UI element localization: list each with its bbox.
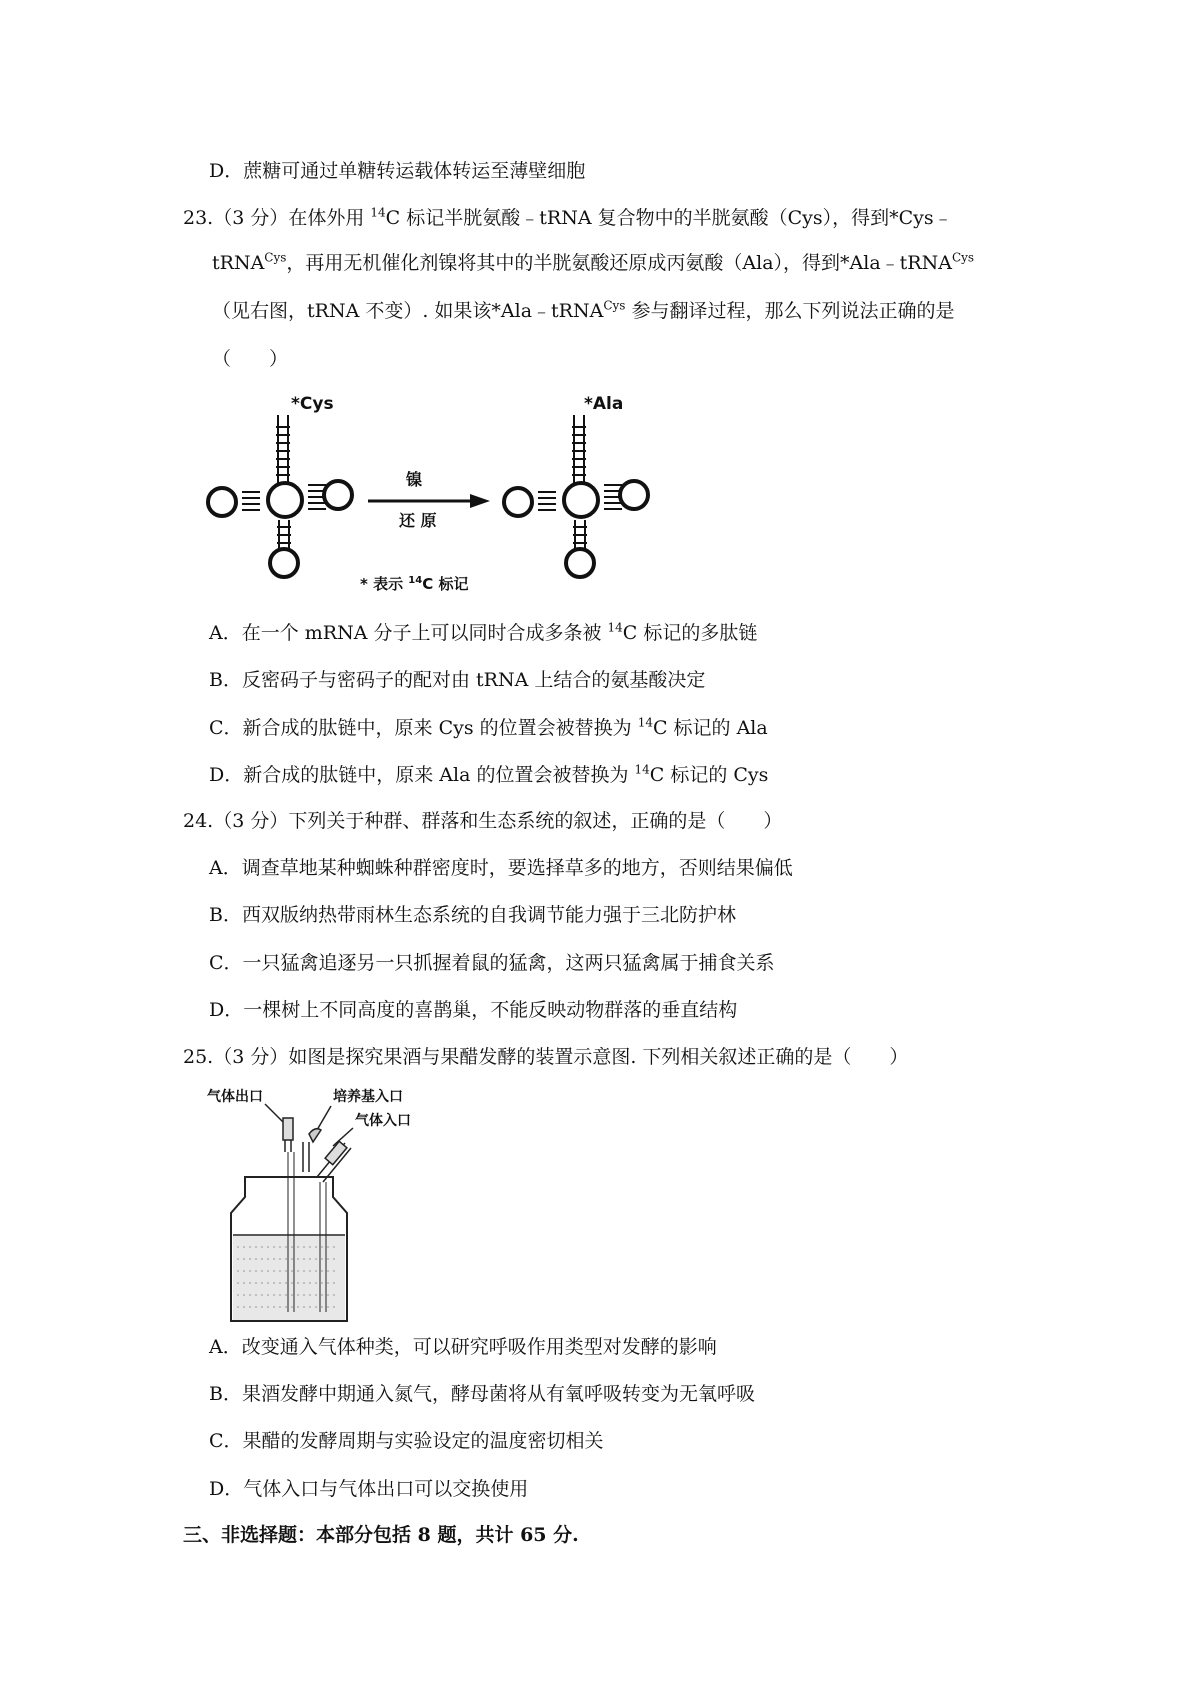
superscript: 14 xyxy=(637,715,653,730)
superscript: 14 xyxy=(607,620,623,635)
text: A．在一个 mRNA 分子上可以同时合成多条被 xyxy=(209,622,608,644)
reaction-arrow xyxy=(368,470,490,530)
text: C 标记的 Cys xyxy=(649,764,769,786)
q23-stem-line1 xyxy=(183,205,953,231)
trna-cys-diagram xyxy=(208,394,352,577)
trna-ala-diagram xyxy=(504,394,648,577)
superscript: 14 xyxy=(634,762,650,777)
text: tRNA xyxy=(212,252,265,274)
text: 参与翻译过程，那么下列说法正确的是 xyxy=(625,300,955,322)
q23-option-c xyxy=(209,715,768,741)
q23-option-b: B．反密码子与密码子的配对由 tRNA 上结合的氨基酸决定 xyxy=(209,669,706,691)
q24-option-d: D．一棵树上不同高度的喜鹊巢，不能反映动物群落的垂直结构 xyxy=(209,999,738,1021)
liquid-medium xyxy=(233,1236,345,1320)
q23-option-a xyxy=(209,620,757,646)
q25-option-c: C．果醋的发酵周期与实验设定的温度密切相关 xyxy=(209,1430,604,1452)
gas-inlet-label: 气体入口 xyxy=(355,1113,411,1129)
superscript: Cys xyxy=(264,250,287,265)
text: C 标记的 Ala xyxy=(652,717,768,739)
q25-option-d: D．气体入口与气体出口可以交换使用 xyxy=(209,1478,529,1500)
superscript: Cys xyxy=(603,298,626,313)
figure-caption: * 表示 $^{14}$C 标记 xyxy=(360,575,469,593)
text: C 标记半胱氨酸﹣tRNA 复合物中的半胱氨酸（Cys），得到*Cys﹣ xyxy=(385,207,953,229)
q22-option-d: D．蔗糖可通过单糖转运载体转运至薄壁细胞 xyxy=(209,160,586,182)
fermentation-apparatus-figure xyxy=(205,1082,465,1327)
q25-option-b: B．果酒发酵中期通入氮气，酵母菌将从有氧呼吸转变为无氧呼吸 xyxy=(209,1383,755,1405)
text: C．新合成的肽链中，原来 Cys 的位置会被替换为 xyxy=(209,717,638,739)
q25-stem: 25.（3 分）如图是探究果酒与果醋发酵的装置示意图. 下列相关叙述正确的是（ ） xyxy=(183,1046,909,1068)
q24-option-b: B．西双版纳热带雨林生态系统的自我调节能力强于三北防护林 xyxy=(209,904,736,926)
arrow-label-nickel: 镍 xyxy=(406,470,423,489)
q23-answer-blank: （ ） xyxy=(212,348,289,370)
ala-label: *Ala xyxy=(584,394,624,414)
trna-reduction-figure xyxy=(200,385,720,600)
q24-option-c: C．一只猛禽追逐另一只抓握着鼠的猛禽，这两只猛禽属于捕食关系 xyxy=(209,952,775,974)
arrow-label-reduction: 还 原 xyxy=(399,511,437,530)
q24-stem: 24.（3 分）下列关于种群、群落和生态系统的叙述，正确的是（ ） xyxy=(183,810,783,832)
q23-stem-line3 xyxy=(212,298,955,324)
q25-option-a: A．改变通入气体种类，可以研究呼吸作用类型对发酵的影响 xyxy=(209,1336,717,1358)
section-3-heading: 三、非选择题：本部分包括 8 题，共计 65 分. xyxy=(183,1524,579,1546)
q23-stem-line2 xyxy=(212,250,974,276)
cys-label: *Cys xyxy=(291,394,334,414)
q24-option-a: A．调查草地某种蜘蛛种群密度时，要选择草多的地方，否则结果偏低 xyxy=(209,857,793,879)
text: 23.（3 分）在体外用 xyxy=(183,207,371,229)
superscript: Cys xyxy=(951,250,975,265)
gas-outlet-label: 气体出口 xyxy=(207,1089,263,1105)
text: （见右图，tRNA 不变）. 如果该*Ala﹣tRNA xyxy=(212,300,604,322)
medium-inlet-label: 培养基入口 xyxy=(333,1089,403,1105)
q23-option-d xyxy=(209,762,768,788)
text: C 标记的多肽链 xyxy=(622,622,758,644)
text: ，再用无机催化剂镍将其中的半胱氨酸还原成丙氨酸（Ala），得到*Ala﹣tRNA xyxy=(286,252,952,274)
text: D．新合成的肽链中，原来 Ala 的位置会被替换为 xyxy=(209,764,635,786)
superscript: 14 xyxy=(370,205,386,220)
